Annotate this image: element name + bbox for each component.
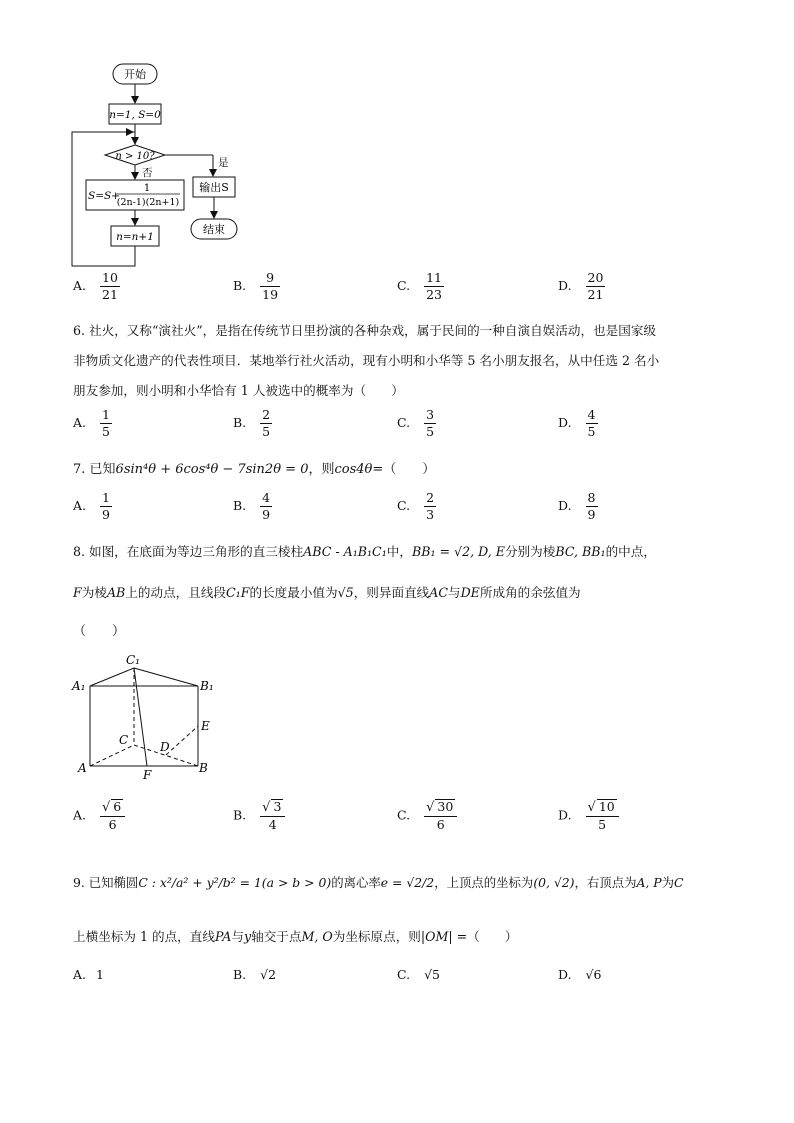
option-label: A. — [73, 807, 87, 823]
label-c1: C₁ — [126, 653, 140, 667]
q8-text: 的长度最小值为 — [249, 585, 338, 600]
flow-update-prefix: S=S+ — [88, 190, 120, 202]
q8-prism: ABC - A₁B₁C₁ — [303, 544, 387, 559]
option-label: D. — [558, 967, 572, 982]
option-denominator: 3 — [426, 507, 435, 522]
q9-text: 与 — [231, 929, 244, 944]
label-d: D — [160, 740, 170, 754]
q7-option-b[interactable] — [233, 490, 272, 523]
option-denominator: 5 — [598, 817, 607, 832]
q9-om: |OM| = — [420, 929, 468, 944]
option-label: D. — [558, 498, 572, 513]
option-numerator: 2 — [262, 407, 271, 422]
option-denominator: 5 — [587, 424, 596, 439]
q8-text: ，则异面直线 — [353, 585, 430, 600]
option-radicand: 30 — [437, 799, 454, 814]
q6-option-a[interactable] — [73, 407, 112, 440]
option-denominator: 9 — [102, 507, 110, 522]
option-label: C. — [397, 967, 411, 982]
label-e: E — [201, 719, 210, 733]
option-denominator: 6 — [436, 817, 445, 832]
q9-eccentricity: e = √2/2 — [380, 875, 435, 890]
option-label: C. — [397, 498, 411, 513]
option-value: √6 — [585, 967, 602, 982]
q9-text: （ ） — [467, 929, 518, 944]
q9-points-mo: M, O — [301, 929, 333, 944]
flow-increment-text: n=n+1 — [116, 231, 154, 243]
option-numerator: 10 — [102, 270, 118, 285]
option-denominator: 9 — [262, 507, 271, 522]
q8-option-c[interactable]: C. $\frac{√ 30}{6}$ — [397, 799, 457, 833]
q8-line-1 — [73, 541, 656, 560]
option-denominator: 9 — [587, 507, 596, 522]
q6-option-c[interactable] — [397, 407, 436, 440]
q8-option-d[interactable]: D. $\frac{√ 10}{5}$ — [558, 799, 619, 833]
q9-line-2 — [73, 926, 518, 945]
option-label: D. — [558, 278, 572, 293]
option-label: B. — [233, 807, 247, 823]
q8-text: 8. 如图，在底面为等边三角形的直三棱柱 — [73, 544, 304, 559]
option-numerator: 1 — [102, 490, 110, 505]
q8-line-2 — [73, 582, 581, 601]
q8-option-a[interactable]: A. $\frac{√ 6}{6}$ — [73, 799, 125, 833]
q9-text: ，上顶点的坐标为 — [434, 875, 534, 890]
option-label: B. — [233, 278, 247, 293]
q9-text: 轴交于点 — [251, 929, 302, 944]
q7-mid: ，则 — [308, 462, 335, 477]
flow-start-text: 开始 — [124, 68, 146, 81]
option-radicand: 6 — [113, 799, 122, 814]
label-b1: B₁ — [200, 679, 214, 693]
q8-edge: AB — [106, 585, 126, 600]
q5-option-c[interactable] — [397, 270, 444, 303]
option-label: B. — [233, 415, 247, 430]
q6-line-1: 6. 社火，又称“演社火”，是指在传统节日里扮演的各种杂戏，属于民间的一种自演自娱活动，也是国家级 — [73, 323, 657, 338]
option-radicand: 3 — [273, 799, 282, 814]
q7-option-d[interactable] — [558, 490, 598, 523]
option-value: 1 — [96, 967, 104, 982]
option-denominator: 5 — [426, 424, 435, 439]
option-label: D. — [558, 807, 572, 823]
q8-text: 的中点， — [605, 544, 656, 559]
flow-yes-label: 是 — [218, 157, 229, 169]
option-denominator: 23 — [426, 287, 442, 302]
option-numerator: 11 — [426, 270, 442, 285]
option-value: √5 — [424, 967, 440, 982]
option-denominator: 21 — [102, 287, 118, 302]
q7-option-a[interactable] — [73, 490, 112, 523]
q5-option-d[interactable] — [558, 270, 605, 303]
option-numerator: 4 — [262, 490, 271, 505]
option-value: √2 — [260, 967, 277, 982]
q9-axis: y — [243, 929, 252, 944]
option-numerator: 3 — [426, 407, 435, 422]
q8-text: 中， — [386, 544, 412, 559]
q9-text: 上横坐标为 1 的点，直线 — [73, 929, 215, 944]
option-label: A. — [73, 498, 87, 513]
option-numerator: 1 — [102, 407, 110, 422]
q7-prefix: 7. 已知 — [73, 462, 116, 477]
q8-option-b[interactable]: B. $\frac{√ 3}{4}$ — [233, 799, 285, 833]
q9-option-a[interactable] — [73, 967, 104, 982]
label-f: F — [143, 768, 152, 782]
option-label: C. — [397, 807, 411, 823]
flow-condition-text: n > 10? — [115, 151, 155, 162]
option-label: A. — [73, 278, 87, 293]
option-numerator: 20 — [587, 270, 604, 285]
flow-end-text: 结束 — [203, 223, 225, 236]
option-denominator: 5 — [102, 424, 110, 439]
option-label: A. — [73, 967, 87, 982]
q9-top-vertex: (0, √2) — [533, 875, 575, 890]
label-a: A — [78, 761, 87, 775]
option-numerator: 2 — [426, 490, 435, 505]
option-numerator: 8 — [587, 490, 596, 505]
option-denominator: 6 — [108, 817, 117, 832]
q9-text: 的离心率 — [331, 875, 381, 890]
q7-target: cos4θ — [334, 462, 373, 477]
q7-equation: 6sin⁴θ + 6cos⁴θ − 7sin2θ = 0 — [115, 462, 309, 477]
q8-line-de: DE — [460, 585, 480, 600]
prism-figure — [70, 648, 220, 783]
q6-line-2: 非物质文化遗产的代表性项目．某地举行社火活动，现有小明和小华等 5 名小朋友报名，从中任选 2 名小 — [73, 353, 660, 368]
q8-line-ac: AC — [429, 585, 448, 600]
label-c: C — [119, 733, 129, 747]
q9-points: A, P — [636, 875, 662, 890]
option-label: A. — [73, 415, 87, 430]
q9-text: ，右顶点为 — [574, 875, 637, 890]
q9-text: 9. 已知椭圆 — [73, 875, 139, 890]
q9-line-1 — [73, 873, 684, 891]
q9-option-b[interactable] — [233, 967, 276, 982]
q5-option-b[interactable] — [233, 270, 280, 303]
option-label: B. — [233, 967, 247, 982]
q7-suffix: =（ ） — [372, 462, 436, 477]
option-radicand: 10 — [598, 799, 615, 814]
option-label: C. — [397, 278, 411, 293]
q7-option-c[interactable] — [397, 490, 436, 523]
q9-option-d[interactable] — [558, 967, 601, 982]
option-denominator: 5 — [262, 424, 271, 439]
q5-option-a[interactable] — [73, 270, 120, 303]
q8-text: 上的动点，且线段 — [125, 585, 227, 600]
q8-text: 分别为棱 — [504, 544, 556, 559]
q8-text: 为棱 — [81, 585, 107, 600]
q6-line-3: 朋友参加，则小明和小华恰有 1 人被选中的概率为（ ） — [73, 383, 404, 398]
option-label: B. — [233, 498, 247, 513]
option-numerator: 9 — [260, 270, 280, 287]
flowchart — [60, 58, 260, 270]
flow-update-den: (2n-1)(2n+1) — [116, 197, 180, 208]
q9-option-c[interactable] — [397, 967, 440, 982]
option-numerator: 4 — [587, 407, 596, 422]
q8-min-value: √5 — [337, 585, 354, 600]
q9-line-pa: PA — [214, 929, 232, 944]
label-a1: A₁ — [72, 679, 86, 693]
q6-option-b[interactable] — [233, 407, 272, 440]
q8-edges: BC, BB₁ — [555, 544, 606, 559]
q8-line-3: （ ） — [73, 624, 126, 639]
q8-text: 所成角的余弦值为 — [479, 585, 581, 600]
flow-no-label: 否 — [142, 167, 153, 179]
option-label: D. — [558, 415, 572, 430]
option-denominator: 4 — [268, 817, 277, 832]
q8-condition: BB₁ = √2, D, E — [411, 544, 505, 559]
q9-ellipse-equation: C : x²/a² + y²/b² = 1(a > b > 0) — [138, 875, 332, 890]
q8-point: F — [73, 585, 82, 600]
q9-curve: C — [674, 875, 684, 890]
q8-text: 与 — [447, 585, 461, 600]
flow-update-num: 1 — [143, 183, 151, 194]
label-b: B — [199, 761, 208, 775]
q9-text: 为坐标原点，则 — [332, 929, 421, 944]
q8-segment: C₁F — [226, 585, 250, 600]
option-label: C. — [397, 415, 411, 430]
q7-stem — [73, 458, 435, 477]
q6-option-d[interactable] — [558, 407, 598, 440]
option-denominator: 19 — [262, 287, 279, 302]
flow-init-text: n=1, S=0 — [109, 109, 161, 121]
q9-text: 为 — [661, 875, 675, 890]
option-denominator: 21 — [587, 287, 604, 302]
flow-output-text: 输出S — [199, 181, 229, 194]
